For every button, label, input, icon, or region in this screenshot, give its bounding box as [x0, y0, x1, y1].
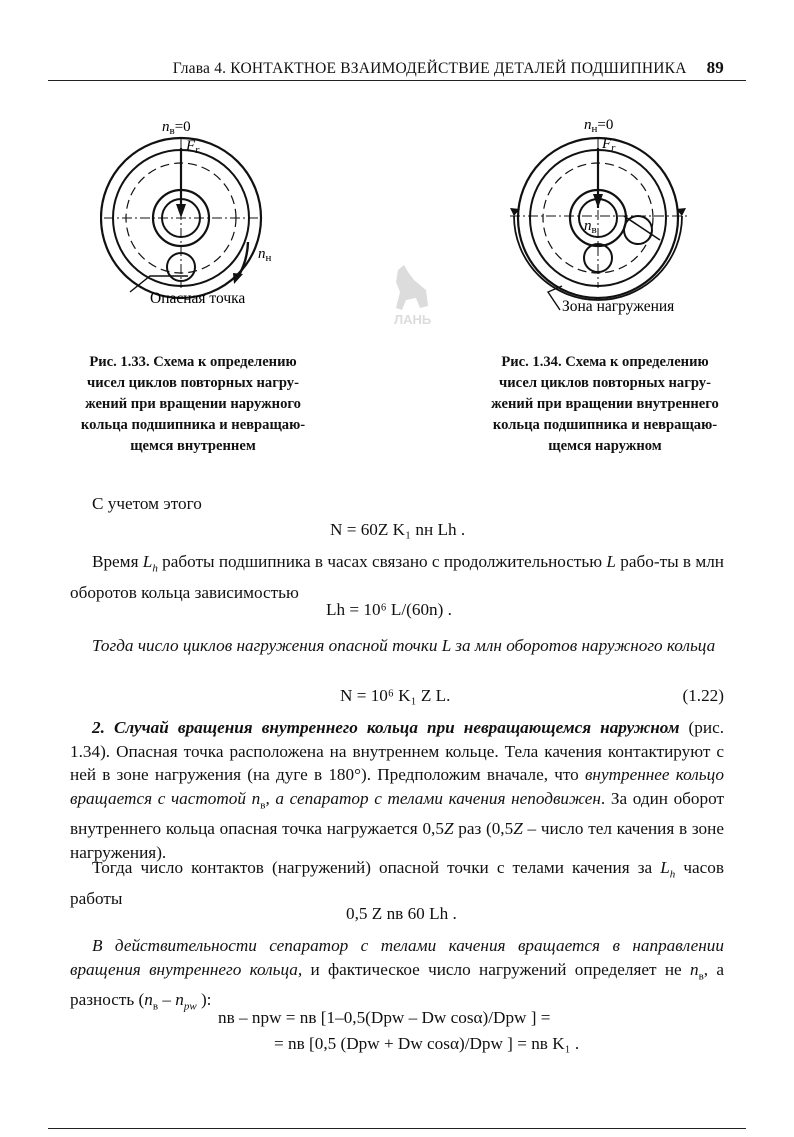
text-span: . За один оборот внутреннего кольца опасная точка нагружается 0,5	[70, 788, 724, 839]
watermark-text: ЛАНЬ	[394, 312, 432, 326]
formula-5: nв – npw = nв [1–0,5(Dpw – Dw cosα)/Dpw ] =	[218, 1008, 551, 1027]
math-sub: pw	[183, 1000, 197, 1013]
caption-line: щемся наружном	[548, 438, 662, 454]
paragraph-5	[70, 856, 724, 910]
caption-line: Рис. 1.34. Схема к определению	[501, 354, 709, 370]
text-span: – число тел качения в зоне нагружения).	[70, 819, 724, 862]
header-rule	[48, 80, 746, 81]
formula-3: N = 10⁶ K₁ Z L.	[340, 686, 451, 705]
force-arrow-head	[593, 194, 603, 208]
math-var: Z	[513, 819, 523, 839]
chapter-title: Глава 4. КОНТАКТНОЕ ВЗАИМОДЕЙСТВИЕ ДЕТАЛЕЙ ПОДШИПНИКА	[172, 60, 687, 77]
lan-watermark	[386, 262, 438, 326]
caption-line: кольца подшипника и невращаю-	[80, 417, 306, 433]
text-span: , а разность (	[70, 959, 724, 1010]
paragraph-2	[70, 550, 724, 604]
text-span: и фактическое число нагружений определяет не	[302, 959, 690, 979]
n-label-top: $n_н=0$	[584, 117, 614, 135]
math-sub: в	[152, 1000, 159, 1013]
rotation-label: $n_н$	[258, 246, 272, 264]
deer-logo-icon	[396, 265, 428, 310]
math-sub: h	[152, 562, 158, 575]
math-sub: в	[260, 798, 266, 811]
math-var: n	[144, 990, 153, 1010]
text-span: (рис. 1.34). Опасная точка расположена на внутреннем кольце. Тела качения контактируют с ней в зоне нагружения (на дуге в 180°). Предположим вначале, что	[70, 718, 724, 784]
rotation-label: $n_в$	[584, 218, 597, 236]
equation-number: (1.22)	[682, 686, 724, 705]
callout-leader	[548, 286, 562, 310]
paragraph-1: С учетом этого	[92, 494, 202, 513]
rotation-arrow-head	[233, 273, 243, 284]
caption-line: чисел циклов повторных нагру-	[87, 375, 299, 391]
text-span: раз (0,5	[453, 819, 514, 839]
text-span: внутреннее кольцо вращается с частотой	[70, 765, 725, 808]
formula-4: 0,5 Z nв 60 Lh .	[346, 904, 457, 923]
text-span: , а сепаратор с телами качения неподвижен	[265, 788, 601, 808]
math-var: n	[175, 990, 184, 1010]
caption-line: чисел циклов повторных нагру-	[499, 375, 711, 391]
n-label-top: $n_в=0$	[162, 119, 191, 137]
caption-line: щемся внутреннем	[130, 438, 256, 454]
caption-line: жений при вращении наружного	[85, 396, 301, 412]
math-var: L	[660, 858, 670, 877]
text-span: работы подшипника в часах связано с продолжительностью	[157, 552, 607, 571]
text-span: В действительности сепаратор с телами качения вращается в направлении вращения внутреннего кольца,	[70, 936, 724, 979]
formula-2: Lh = 10⁶ L/(60n) .	[326, 600, 452, 619]
formula-1: N = 60Z K₁ nн Lh .	[330, 520, 466, 539]
math-var: Z	[443, 819, 454, 839]
case-heading: 2. Случай вращения внутреннего кольца при невращающемся наружном	[92, 718, 680, 737]
rolling-element-side	[624, 216, 652, 244]
text-span: рабо-ты в млн оборотов кольца зависимостью	[70, 552, 725, 602]
paragraph-6	[70, 934, 724, 1019]
text-span: –	[158, 990, 176, 1010]
danger-point-label: Опасная точка	[150, 290, 246, 307]
math-var: n	[689, 959, 699, 979]
footer-rule	[48, 1128, 746, 1129]
rotation-line	[624, 216, 660, 240]
figure-1-caption	[58, 352, 328, 457]
text-span: Тогда число контактов (нагружений) опасной точки с телами качения за	[92, 858, 661, 877]
math-sub: в	[698, 969, 704, 982]
caption-line: кольца подшипника и невращаю-	[492, 417, 718, 433]
caption-line: жений при вращении внутреннего	[491, 396, 719, 412]
caption-line: Рис. 1.33. Схема к определению	[89, 354, 297, 370]
math-sub: h	[669, 868, 676, 881]
text-span: Время	[92, 552, 143, 571]
figure-1-diagram	[100, 112, 330, 322]
figure-2-caption	[470, 352, 740, 457]
load-zone-label: Зона нагружения	[562, 298, 675, 315]
page-number: 89	[706, 58, 724, 77]
running-header	[48, 58, 724, 78]
text-span: ):	[196, 990, 212, 1010]
force-label: $F_r$	[602, 136, 616, 154]
formula-6: = nв [0,5 (Dpw + Dw cosα)/Dpw ] = nв K₁ .	[274, 1034, 580, 1053]
math-var: n	[251, 788, 261, 808]
force-label: $F_r$	[186, 138, 200, 156]
paragraph-4	[70, 716, 724, 864]
math-var: L	[606, 552, 616, 571]
figure-2-diagram	[500, 112, 700, 322]
math-var: L	[142, 552, 153, 571]
text-span: часов работы	[70, 858, 724, 908]
force-arrow-head	[176, 204, 186, 218]
paragraph-3: Тогда число циклов нагружения опасной точки L за млн оборотов наружного кольца	[92, 636, 716, 655]
